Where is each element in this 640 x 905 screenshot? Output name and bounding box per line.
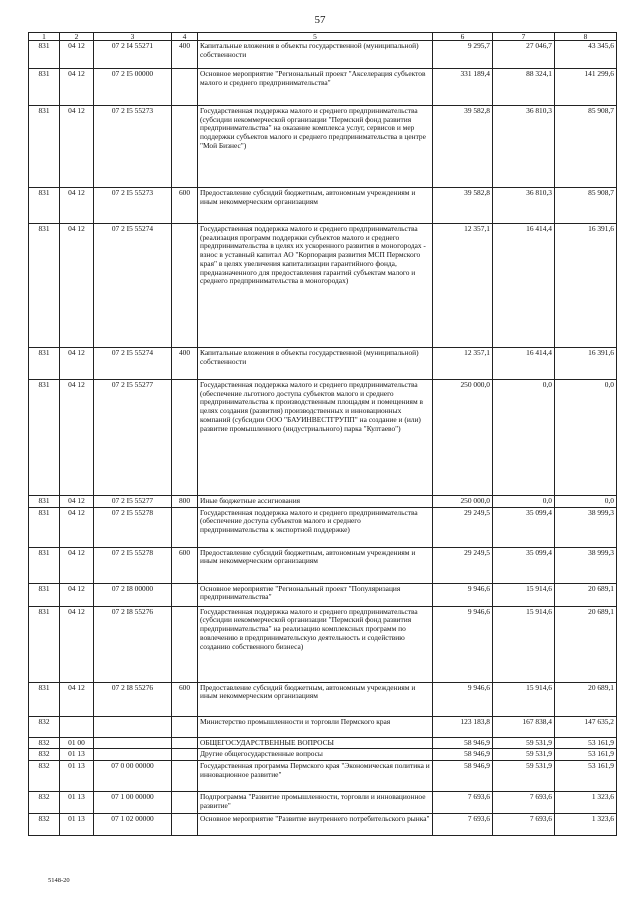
amount-2021-cell: 123 183,8 [433, 716, 493, 737]
table-row [29, 547, 617, 583]
page-number: 57 [314, 14, 326, 26]
amount-2021-cell: 39 582,8 [433, 188, 493, 224]
admin-code-cell: 831 [29, 606, 60, 682]
admin-code-cell: 831 [29, 41, 60, 69]
admin-code-cell: 832 [29, 792, 60, 814]
table-row [29, 606, 617, 682]
target-article-cell [94, 716, 172, 737]
amount-2022-cell: 35 099,4 [493, 547, 555, 583]
expense-type-cell [172, 507, 198, 547]
header-cell: 1 [29, 33, 60, 41]
description-cell: Подпрограмма "Развитие промышленности, торговли и инновационное развитие" [198, 792, 433, 814]
target-article-cell: 07 1 02 00000 [94, 814, 172, 836]
section-code-cell [60, 716, 94, 737]
amount-2023-cell: 147 635,2 [555, 716, 617, 737]
description-cell: Капитальные вложения в объекты государственной (муниципальной) собственности [198, 348, 433, 380]
table-row [29, 792, 617, 814]
header-row [29, 33, 617, 41]
section-code-cell: 04 12 [60, 106, 94, 188]
description-cell: Капитальные вложения в объекты государственной (муниципальной) собственности [198, 41, 433, 69]
amount-2022-cell: 59 531,9 [493, 761, 555, 792]
amount-2021-cell: 9 295,7 [433, 41, 493, 69]
admin-code-cell: 831 [29, 106, 60, 188]
description-cell: Министерство промышленности и торговли Пермского края [198, 716, 433, 737]
table-row [29, 348, 617, 380]
section-code-cell: 01 00 [60, 737, 94, 749]
header-cell: 6 [433, 33, 493, 41]
expense-type-cell [172, 69, 198, 106]
amount-2023-cell: 0,0 [555, 380, 617, 496]
amount-2023-cell: 38 999,3 [555, 507, 617, 547]
amount-2023-cell: 38 999,3 [555, 547, 617, 583]
amount-2022-cell: 0,0 [493, 496, 555, 508]
header-cell: 5 [198, 33, 433, 41]
description-cell: Основное мероприятие "Региональный проект "Популяризация предпринимательства" [198, 583, 433, 606]
amount-2022-cell: 7 693,6 [493, 792, 555, 814]
expense-type-cell: 800 [172, 496, 198, 508]
section-code-cell: 04 12 [60, 41, 94, 69]
table-row [29, 496, 617, 508]
expense-type-cell [172, 814, 198, 836]
description-cell: Предоставление субсидий бюджетным, автономным учреждениям и иным некоммерческим организациям [198, 547, 433, 583]
target-article-cell: 07 2 I5 55277 [94, 380, 172, 496]
description-cell: Основное мероприятие "Региональный проект "Акселерация субъектов малого и среднего предпринимательства" [198, 69, 433, 106]
amount-2021-cell: 250 000,0 [433, 380, 493, 496]
amount-2023-cell: 1 323,6 [555, 814, 617, 836]
amount-2021-cell: 58 946,9 [433, 749, 493, 761]
section-code-cell: 04 12 [60, 507, 94, 547]
amount-2022-cell: 167 838,4 [493, 716, 555, 737]
amount-2022-cell: 35 099,4 [493, 507, 555, 547]
table-row [29, 716, 617, 737]
section-code-cell: 01 13 [60, 814, 94, 836]
target-article-cell: 07 2 I5 55273 [94, 106, 172, 188]
amount-2022-cell: 7 693,6 [493, 814, 555, 836]
budget-table [28, 32, 617, 836]
amount-2023-cell: 20 689,1 [555, 583, 617, 606]
section-code-cell: 04 12 [60, 496, 94, 508]
table-row [29, 749, 617, 761]
table-row [29, 737, 617, 749]
amount-2023-cell: 53 161,9 [555, 737, 617, 749]
amount-2023-cell: 141 299,6 [555, 69, 617, 106]
description-cell: Государственная программа Пермского края "Экономическая политика и инновационное развитие" [198, 761, 433, 792]
admin-code-cell: 832 [29, 761, 60, 792]
target-article-cell: 07 2 I5 55278 [94, 547, 172, 583]
admin-code-cell: 832 [29, 737, 60, 749]
amount-2022-cell: 27 046,7 [493, 41, 555, 69]
amount-2021-cell: 9 946,6 [433, 606, 493, 682]
amount-2023-cell: 16 391,6 [555, 348, 617, 380]
section-code-cell: 04 12 [60, 380, 94, 496]
expense-type-cell [172, 716, 198, 737]
admin-code-cell: 832 [29, 814, 60, 836]
admin-code-cell: 832 [29, 749, 60, 761]
expense-type-cell [172, 380, 198, 496]
admin-code-cell: 831 [29, 583, 60, 606]
description-cell: Государственная поддержка малого и среднего предпринимательства (реализация программ поддержки субъектов малого и среднего предпринимательства в целях их ускоренного развития в моногородах - взнос в уставный капитал АО "Корпорация развития МСП Пермского края" в целях увеличения капитализации гарантийного фонда, предназначенного для предоставления гарантий субъектам малого и среднего предпринимательства в моногородах) [198, 224, 433, 348]
section-code-cell: 04 12 [60, 224, 94, 348]
table-row [29, 41, 617, 69]
amount-2021-cell: 29 249,5 [433, 547, 493, 583]
target-article-cell [94, 737, 172, 749]
expense-type-cell [172, 606, 198, 682]
admin-code-cell: 831 [29, 682, 60, 716]
amount-2023-cell: 20 689,1 [555, 682, 617, 716]
expense-type-cell [172, 106, 198, 188]
expense-type-cell: 600 [172, 188, 198, 224]
expense-type-cell: 600 [172, 547, 198, 583]
expense-type-cell [172, 583, 198, 606]
amount-2021-cell: 29 249,5 [433, 507, 493, 547]
expense-type-cell [172, 224, 198, 348]
expense-type-cell [172, 792, 198, 814]
admin-code-cell: 831 [29, 507, 60, 547]
header-cell: 8 [555, 33, 617, 41]
target-article-cell: 07 1 00 00000 [94, 792, 172, 814]
admin-code-cell: 831 [29, 188, 60, 224]
table-row [29, 507, 617, 547]
section-code-cell: 04 12 [60, 69, 94, 106]
table-row [29, 188, 617, 224]
footer-code: 5148-20 [48, 877, 70, 884]
section-code-cell: 01 13 [60, 749, 94, 761]
target-article-cell: 07 2 I5 55273 [94, 188, 172, 224]
section-code-cell: 01 13 [60, 761, 94, 792]
admin-code-cell: 831 [29, 496, 60, 508]
amount-2023-cell: 16 391,6 [555, 224, 617, 348]
table-row [29, 761, 617, 792]
amount-2023-cell: 43 345,6 [555, 41, 617, 69]
amount-2022-cell: 0,0 [493, 380, 555, 496]
target-article-cell: 07 2 I5 55274 [94, 348, 172, 380]
header-cell: 2 [60, 33, 94, 41]
description-cell: Государственная поддержка малого и среднего предпринимательства (субсидии некоммерческой организации "Пермский фонд развития предпринимательства" на оказание комплекса услуг, сервисов и мер поддержки субъектов малого и среднего предпринимательства в центре "Мой Бизнес") [198, 106, 433, 188]
description-cell: Государственная поддержка малого и среднего предпринимательства (субсидии некоммерческой организации "Пермский фонд развития предпринимательства" на реализацию комплексных программ по вовлечению в предпринимательскую деятельность и содействию созданию собственного бизнеса) [198, 606, 433, 682]
amount-2022-cell: 15 914,6 [493, 583, 555, 606]
amount-2023-cell: 85 908,7 [555, 106, 617, 188]
header-cell: 7 [493, 33, 555, 41]
target-article-cell: 07 2 I8 00000 [94, 583, 172, 606]
table-row [29, 224, 617, 348]
admin-code-cell: 831 [29, 380, 60, 496]
table-row [29, 69, 617, 106]
header-cell: 3 [94, 33, 172, 41]
amount-2022-cell: 88 324,1 [493, 69, 555, 106]
expense-type-cell [172, 737, 198, 749]
amount-2022-cell: 36 810,3 [493, 106, 555, 188]
description-cell: Предоставление субсидий бюджетным, автономным учреждениям и иным некоммерческим организациям [198, 682, 433, 716]
expense-type-cell: 400 [172, 348, 198, 380]
target-article-cell: 07 2 I5 55277 [94, 496, 172, 508]
admin-code-cell: 831 [29, 69, 60, 106]
section-code-cell: 04 12 [60, 682, 94, 716]
amount-2021-cell: 58 946,9 [433, 761, 493, 792]
table-row [29, 814, 617, 836]
expense-type-cell [172, 749, 198, 761]
section-code-cell: 04 12 [60, 188, 94, 224]
section-code-cell: 04 12 [60, 606, 94, 682]
admin-code-cell: 831 [29, 348, 60, 380]
table-row [29, 682, 617, 716]
expense-type-cell [172, 761, 198, 792]
amount-2021-cell: 39 582,8 [433, 106, 493, 188]
target-article-cell: 07 2 I5 00000 [94, 69, 172, 106]
amount-2023-cell: 20 689,1 [555, 606, 617, 682]
section-code-cell: 04 12 [60, 583, 94, 606]
admin-code-cell: 832 [29, 716, 60, 737]
target-article-cell [94, 749, 172, 761]
amount-2021-cell: 250 000,0 [433, 496, 493, 508]
description-cell: Государственная поддержка малого и среднего предпринимательства (обеспечение доступа субъектов малого и среднего предпринимательства к экспортной поддержке) [198, 507, 433, 547]
target-article-cell: 07 2 I8 55276 [94, 606, 172, 682]
amount-2021-cell: 9 946,6 [433, 583, 493, 606]
amount-2021-cell: 7 693,6 [433, 792, 493, 814]
admin-code-cell: 831 [29, 547, 60, 583]
amount-2021-cell: 9 946,6 [433, 682, 493, 716]
amount-2023-cell: 53 161,9 [555, 761, 617, 792]
amount-2022-cell: 15 914,6 [493, 682, 555, 716]
amount-2021-cell: 7 693,6 [433, 814, 493, 836]
amount-2023-cell: 53 161,9 [555, 749, 617, 761]
target-article-cell: 07 2 I5 55278 [94, 507, 172, 547]
description-cell: Основное мероприятие "Развитие внутреннего потребительского рынка" [198, 814, 433, 836]
description-cell: Другие общегосударственные вопросы [198, 749, 433, 761]
target-article-cell: 07 2 I8 55276 [94, 682, 172, 716]
amount-2022-cell: 59 531,9 [493, 749, 555, 761]
description-cell: Иные бюджетные ассигнования [198, 496, 433, 508]
section-code-cell: 04 12 [60, 547, 94, 583]
amount-2021-cell: 12 357,1 [433, 224, 493, 348]
amount-2022-cell: 59 531,9 [493, 737, 555, 749]
table-row [29, 380, 617, 496]
description-cell: Предоставление субсидий бюджетным, автономным учреждениям и иным некоммерческим организациям [198, 188, 433, 224]
amount-2023-cell: 1 323,6 [555, 792, 617, 814]
amount-2022-cell: 36 810,3 [493, 188, 555, 224]
expense-type-cell: 600 [172, 682, 198, 716]
header-cell: 4 [172, 33, 198, 41]
amount-2022-cell: 16 414,4 [493, 224, 555, 348]
amount-2023-cell: 0,0 [555, 496, 617, 508]
description-cell: Государственная поддержка малого и среднего предпринимательства (обеспечение льготного доступа субъектов малого и среднего предпринимательства к производственным площадям и помещениям в целях создания (развития) производственных и инновационных компаний (субсидии ООО "БАУИНВЕСТГРУПП" на создание и (или) развитие промышленного (индустриального) парка "Култаево") [198, 380, 433, 496]
amount-2022-cell: 16 414,4 [493, 348, 555, 380]
amount-2023-cell: 85 908,7 [555, 188, 617, 224]
target-article-cell: 07 2 I4 55271 [94, 41, 172, 69]
description-cell: ОБЩЕГОСУДАРСТВЕННЫЕ ВОПРОСЫ [198, 737, 433, 749]
amount-2021-cell: 331 189,4 [433, 69, 493, 106]
expense-type-cell: 400 [172, 41, 198, 69]
section-code-cell: 04 12 [60, 348, 94, 380]
section-code-cell: 01 13 [60, 792, 94, 814]
admin-code-cell: 831 [29, 224, 60, 348]
target-article-cell: 07 2 I5 55274 [94, 224, 172, 348]
amount-2021-cell: 58 946,9 [433, 737, 493, 749]
target-article-cell: 07 0 00 00000 [94, 761, 172, 792]
table-row [29, 583, 617, 606]
amount-2022-cell: 15 914,6 [493, 606, 555, 682]
amount-2021-cell: 12 357,1 [433, 348, 493, 380]
table-row [29, 106, 617, 188]
